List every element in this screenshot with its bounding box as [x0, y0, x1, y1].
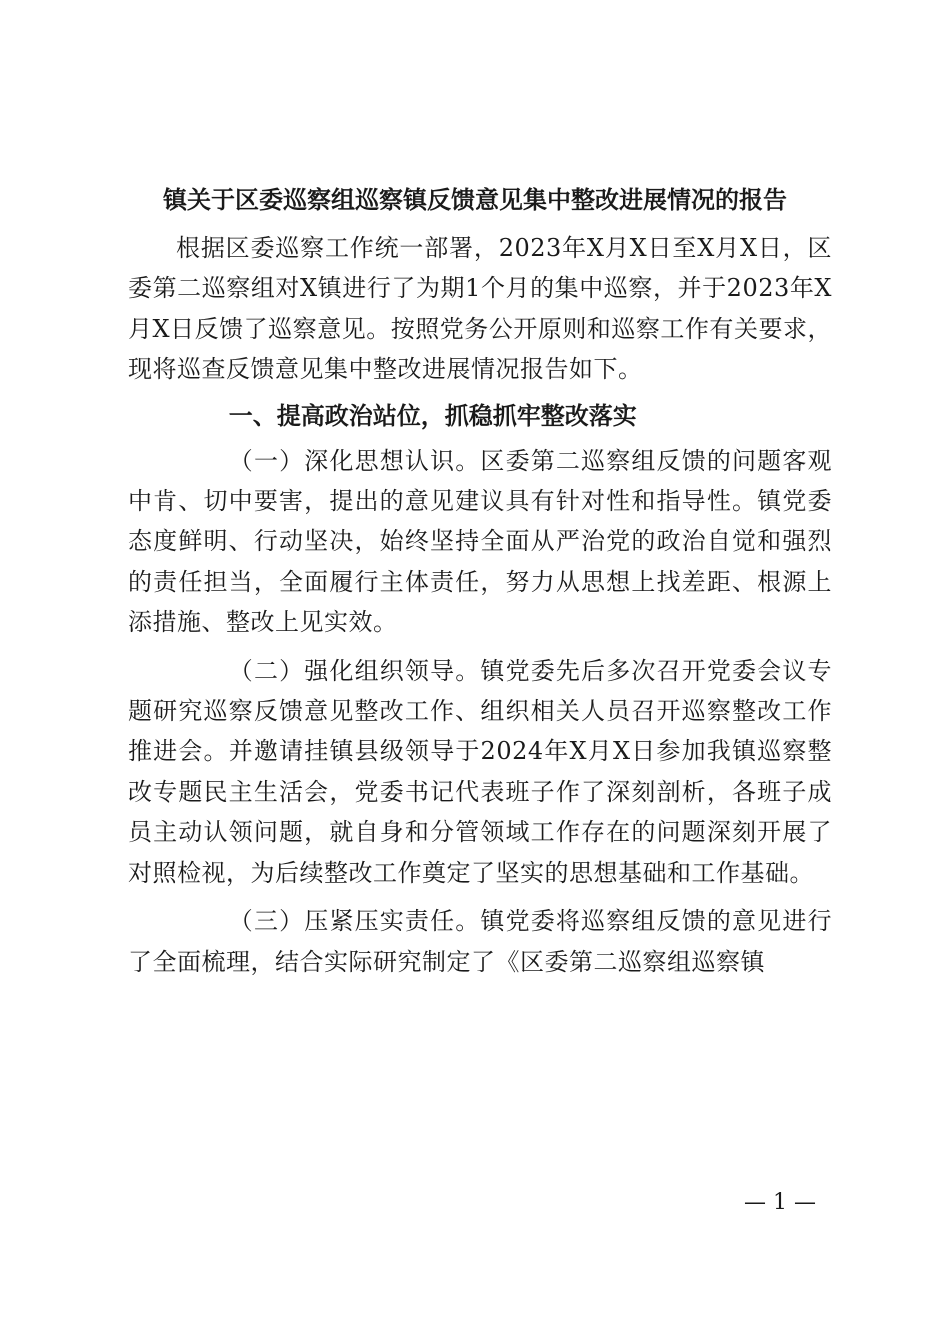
subsection-paragraph-1: （一）深化思想认识。区委第二巡察组反馈的问题客观中肯、切中要害，提出的意见建议具有针对性和指导性。镇党委态度鲜明、行动坚决，始终坚持全面从严治党的政治自觉和强烈的责任担当，全面履行主体责任，努力从思想上找差距、根源上添措施、整改上见实效。 [128, 446, 832, 637]
document-title: 镇关于区委巡察组巡察镇反馈意见集中整改进展情况的报告 [163, 185, 787, 214]
page-number: — 1 — [744, 1190, 816, 1215]
subsection-paragraph-2: （二）强化组织领导。镇党委先后多次召开党委会议专题研究巡察反馈意见整改工作、组织相关人员召开巡察整改工作推进会。并邀请挂镇县级领导于2024年X月X日参加我镇巡察整改专题民主生活会，党委书记代表班子作了深刻剖析，各班子成员主动认领问题，就自身和分管领域工作存在的问题深刻开展了对照检视，为后续整改工作奠定了坚实的思想基础和工作基础。 [128, 656, 832, 887]
document-body [128, 228, 832, 982]
intro-paragraph: 根据区委巡察工作统一部署，2023年X月X日至X月X日，区委第二巡察组对X镇进行了为期1个月的集中巡察，并于2023年X月X日反馈了巡察意见。按照党务公开原则和巡察工作有关要求，现将巡查反馈意见集中整改进展情况报告如下。 [128, 234, 832, 384]
section-heading-1: 一、提高政治站位，抓稳抓牢整改落实 [228, 401, 637, 430]
subsection-paragraph-3: （三）压紧压实责任。镇党委将巡察组反馈的意见进行了全面梳理，结合实际研究制定了《区委第二巡察组巡察镇 [128, 907, 832, 976]
